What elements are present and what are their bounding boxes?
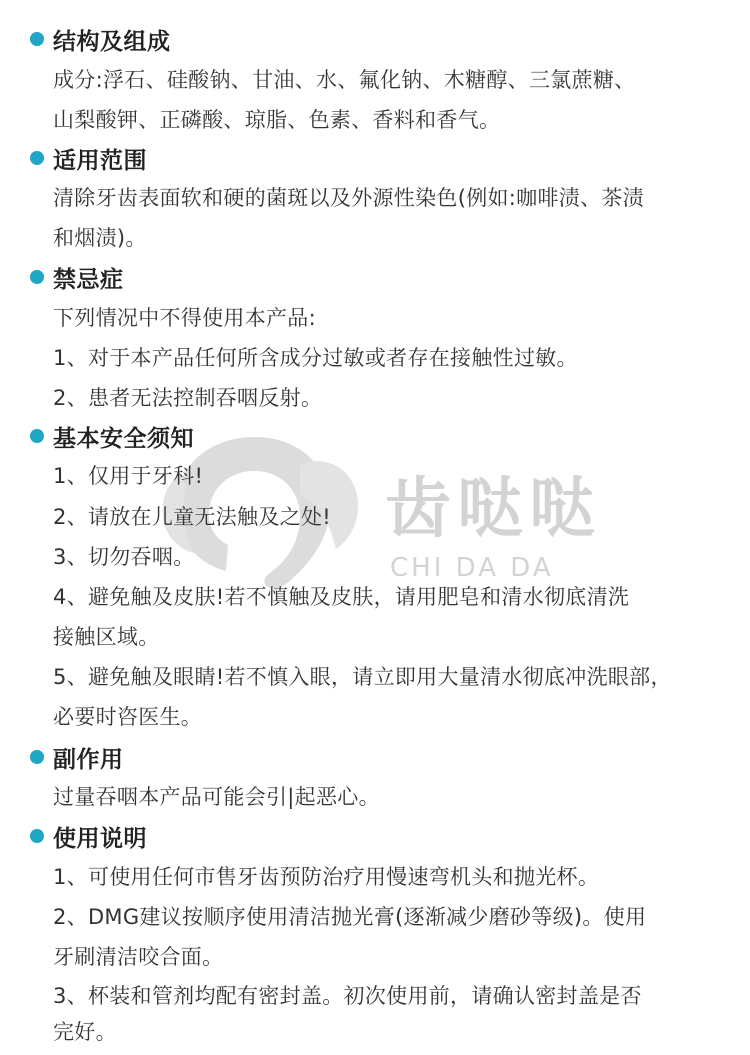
text-line: 1、对于本产品任何所含成分过敏或者存在接触性过敏。 [53,346,578,370]
text-line: 2、请放在儿童无法触及之处! [53,505,331,529]
section-title: 副作用 [53,746,124,773]
bullet-dot-icon [30,32,44,46]
section-title: 禁忌症 [53,266,124,293]
text-line: 2、DMG建议按顺序使用清洁抛光膏(逐渐减少磨砂等级)。使用 [53,905,647,929]
text-line: 4、避免触及皮肤!若不慎触及皮肤，请用肥皂和清水彻底清洗 [53,585,630,609]
text-line: 3、杯装和管剂均配有密封盖。初次使用前，请确认密封盖是否 [53,984,642,1008]
text-line: 2、患者无法控制吞咽反射。 [53,386,323,410]
watermark-brand-cn: 齿哒哒 [385,470,601,547]
section-title: 适用范围 [53,147,147,174]
text-line: 清除牙齿表面软和硬的菌斑以及外源性染色(例如:咖啡渍、茶渍 [53,186,644,210]
text-line: 牙刷清洁咬合面。 [53,945,224,969]
section-title: 使用说明 [53,825,147,852]
section-header-composition [30,19,171,59]
text-line: 接触区域。 [53,625,160,649]
text-line: 必要时咨医生。 [53,705,203,729]
text-line: 完好。 [53,1020,117,1044]
section-header-side-effects [30,737,124,777]
bullet-dot-icon [30,750,44,764]
text-line: 1、仅用于牙科! [53,464,204,488]
text-line: 3、切勿吞咽。 [53,545,195,569]
watermark-brand-en: CHI DA DA [390,553,554,583]
section-header-scope [30,138,147,178]
text-line: 5、避免触及眼睛!若不慎入眼，请立即用大量清水彻底冲洗眼部， [53,665,672,689]
bullet-dot-icon [30,151,44,165]
section-header-contraindications [30,257,124,297]
section-title: 结构及组成 [53,28,171,55]
section-title: 基本安全须知 [53,425,194,452]
section-header-safety [30,416,194,456]
text-line: 过量吞咽本产品可能会引|起恶心。 [53,785,380,809]
section-header-usage [30,816,147,856]
text-line: 山梨酸钾、正磷酸、琼脂、色素、香料和香气。 [53,108,501,132]
bullet-dot-icon [30,429,44,443]
text-line: 和烟渍)。 [53,226,147,250]
bullet-dot-icon [30,829,44,843]
text-line: 下列情况中不得使用本产品: [53,306,316,330]
bullet-dot-icon [30,270,44,284]
text-line: 1、可使用任何市售牙齿预防治疗用慢速弯机头和抛光杯。 [53,865,600,889]
text-line: 成分:浮石、硅酸钠、甘油、水、氟化钠、木糖醇、三氯蔗糖、 [53,68,636,92]
